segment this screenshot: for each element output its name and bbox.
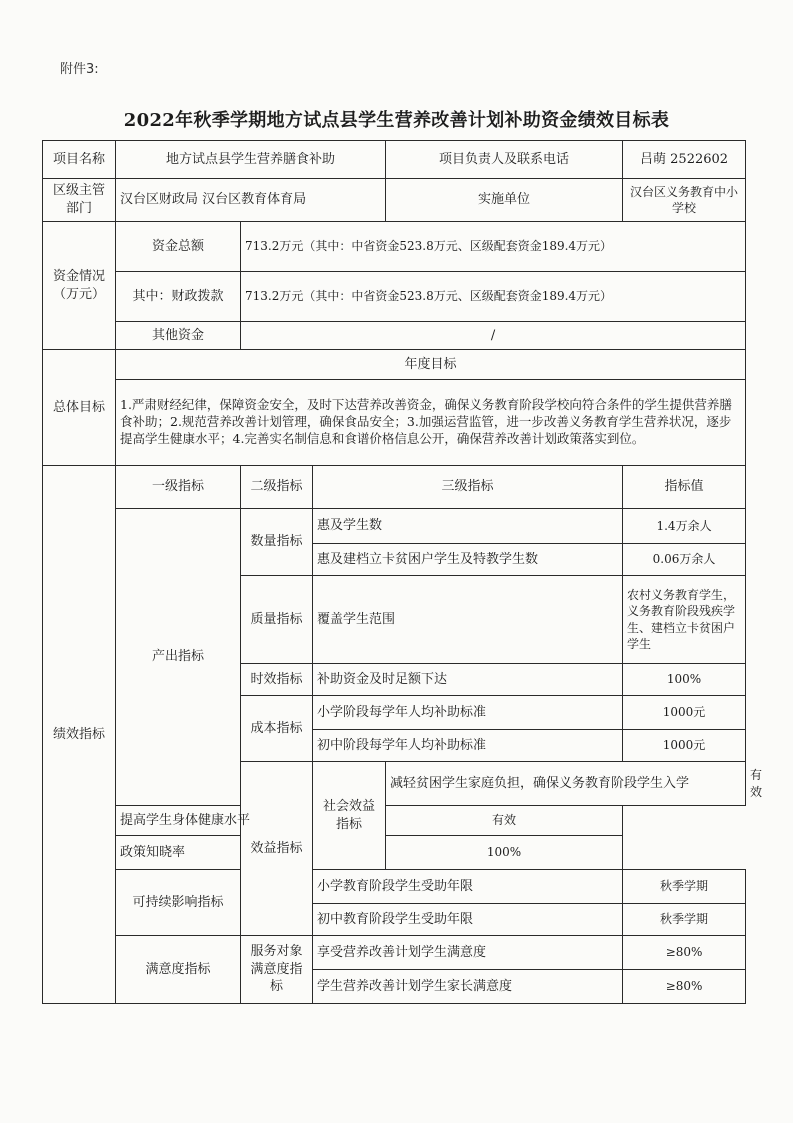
- indicator-value: 有效: [386, 806, 623, 836]
- funds-fiscal-row: [43, 272, 746, 322]
- funds-total-value: 713.2万元（其中：中省资金523.8万元、区级配套资金189.4万元）: [241, 222, 746, 272]
- indicator-name: 初中阶段每学年人均补助标准: [313, 730, 623, 762]
- perf-header-row: [43, 466, 746, 509]
- indicator-value: 100%: [623, 664, 746, 696]
- overall-header-row: [43, 350, 746, 380]
- benefit-indicator: 效益指标: [241, 762, 313, 936]
- quantity-indicator: 数量指标: [241, 509, 313, 576]
- indicator-name: 初中教育阶段学生受助年限: [313, 904, 623, 936]
- project-name-value: 地方试点县学生营养膳食补助: [116, 141, 386, 179]
- indicator-name: 补助资金及时足额下达: [313, 664, 623, 696]
- timeliness-indicator: 时效指标: [241, 664, 313, 696]
- perf-label: 绩效指标: [43, 466, 116, 1004]
- table-row: [43, 870, 746, 904]
- implementing-unit-label: 实施单位: [386, 179, 623, 222]
- funds-label: 资金情况（万元）: [43, 222, 116, 350]
- implementing-unit-value: 汉台区义务教育中小学校: [623, 179, 746, 222]
- indicator-name: 学生营养改善计划学生家长满意度: [313, 970, 623, 1004]
- table-row: 效益指标 社会效益指标 减轻贫困学生家庭负担，确保义务教育阶段学生入学 有效: [43, 762, 746, 806]
- overall-label: 总体目标: [43, 350, 116, 466]
- performance-table: [42, 140, 763, 1004]
- overall-text-row: [43, 380, 746, 466]
- page-title: 2022年秋季学期地方试点县学生营养改善计划补助资金绩效目标表: [123, 110, 670, 131]
- indicator-value: 秋季学期: [623, 904, 746, 936]
- level3-header: 三级指标: [313, 466, 623, 509]
- table-row: [43, 509, 746, 544]
- level2-header: 二级指标: [241, 466, 313, 509]
- indicator-value: 秋季学期: [623, 870, 746, 904]
- contact-label: 项目负责人及联系电话: [386, 141, 623, 179]
- overall-target-text: 1.严肃财经纪律，保障资金安全，及时下达营养改善资金，确保义务教育阶段学校向符合条件的学生提供营养膳食补助；2.规范营养改善计划管理，确保食品安全；3.加强运营监管，进一步改善义务教育学生营养状况，逐步提高学生健康水平；4.完善实名制信息和食谱价格信息公开，确保营养改善计划政策落实到位。: [116, 380, 746, 466]
- department-label: 区级主管部门: [43, 179, 116, 222]
- level1-header: 一级指标: [116, 466, 241, 509]
- indicator-name: 享受营养改善计划学生满意度: [313, 936, 623, 970]
- indicator-name: 覆盖学生范围: [313, 576, 623, 664]
- cost-indicator: 成本指标: [241, 696, 313, 762]
- service-satisfaction-indicator: 服务对象满意度指标: [241, 936, 313, 1004]
- funds-fiscal-value: 713.2万元（其中：中省资金523.8万元、区级配套资金189.4万元）: [241, 272, 746, 322]
- indicator-name: 政策知晓率: [116, 836, 313, 870]
- social-benefit-indicator: 社会效益指标: [313, 762, 386, 870]
- table-row: [43, 936, 746, 970]
- table-row: [43, 806, 746, 836]
- funds-other-value: /: [241, 322, 746, 350]
- funds-fiscal-label: 其中：财政拨款: [116, 272, 241, 322]
- attachment-label: 附件3:: [60, 62, 99, 77]
- indicator-value: 1.4万余人: [623, 509, 746, 544]
- funds-total-label: 资金总额: [116, 222, 241, 272]
- table-row: [43, 836, 746, 870]
- indicator-value: ≥80%: [623, 970, 746, 1004]
- sustainability-indicator: 可持续影响指标: [116, 870, 241, 936]
- indicator-name: 惠及学生数: [313, 509, 623, 544]
- indicator-name: 减轻贫困学生家庭负担，确保义务教育阶段学生入学: [386, 762, 746, 806]
- project-name-row: [43, 141, 746, 179]
- satisfaction-indicator: 满意度指标: [116, 936, 241, 1004]
- indicator-value: 0.06万余人: [623, 544, 746, 576]
- indicator-value: 农村义务教育学生，义务教育阶段残疾学生、建档立卡贫困户学生: [623, 576, 746, 664]
- annual-target-header: 年度目标: [116, 350, 746, 380]
- indicator-value: 1000元: [623, 730, 746, 762]
- funds-other-label: 其他资金: [116, 322, 241, 350]
- indicator-value: 1000元: [623, 696, 746, 730]
- quality-indicator: 质量指标: [241, 576, 313, 664]
- value-header: 指标值: [623, 466, 746, 509]
- indicator-name: 惠及建档立卡贫困户学生及特教学生数: [313, 544, 623, 576]
- indicator-value: ≥80%: [623, 936, 746, 970]
- indicator-value: 100%: [386, 836, 623, 870]
- funds-other-row: [43, 322, 746, 350]
- indicator-name: 小学教育阶段学生受助年限: [313, 870, 623, 904]
- indicator-name: 提高学生身体健康水平: [116, 806, 313, 836]
- project-name-label: 项目名称: [43, 141, 116, 179]
- funds-total-row: [43, 222, 746, 272]
- indicator-name: 小学阶段每学年人均补助标准: [313, 696, 623, 730]
- output-indicator: 产出指标: [116, 509, 241, 806]
- department-value: 汉台区财政局 汉台区教育体育局: [116, 179, 386, 222]
- department-row: [43, 179, 746, 222]
- contact-value: 吕萌 2522602: [623, 141, 746, 179]
